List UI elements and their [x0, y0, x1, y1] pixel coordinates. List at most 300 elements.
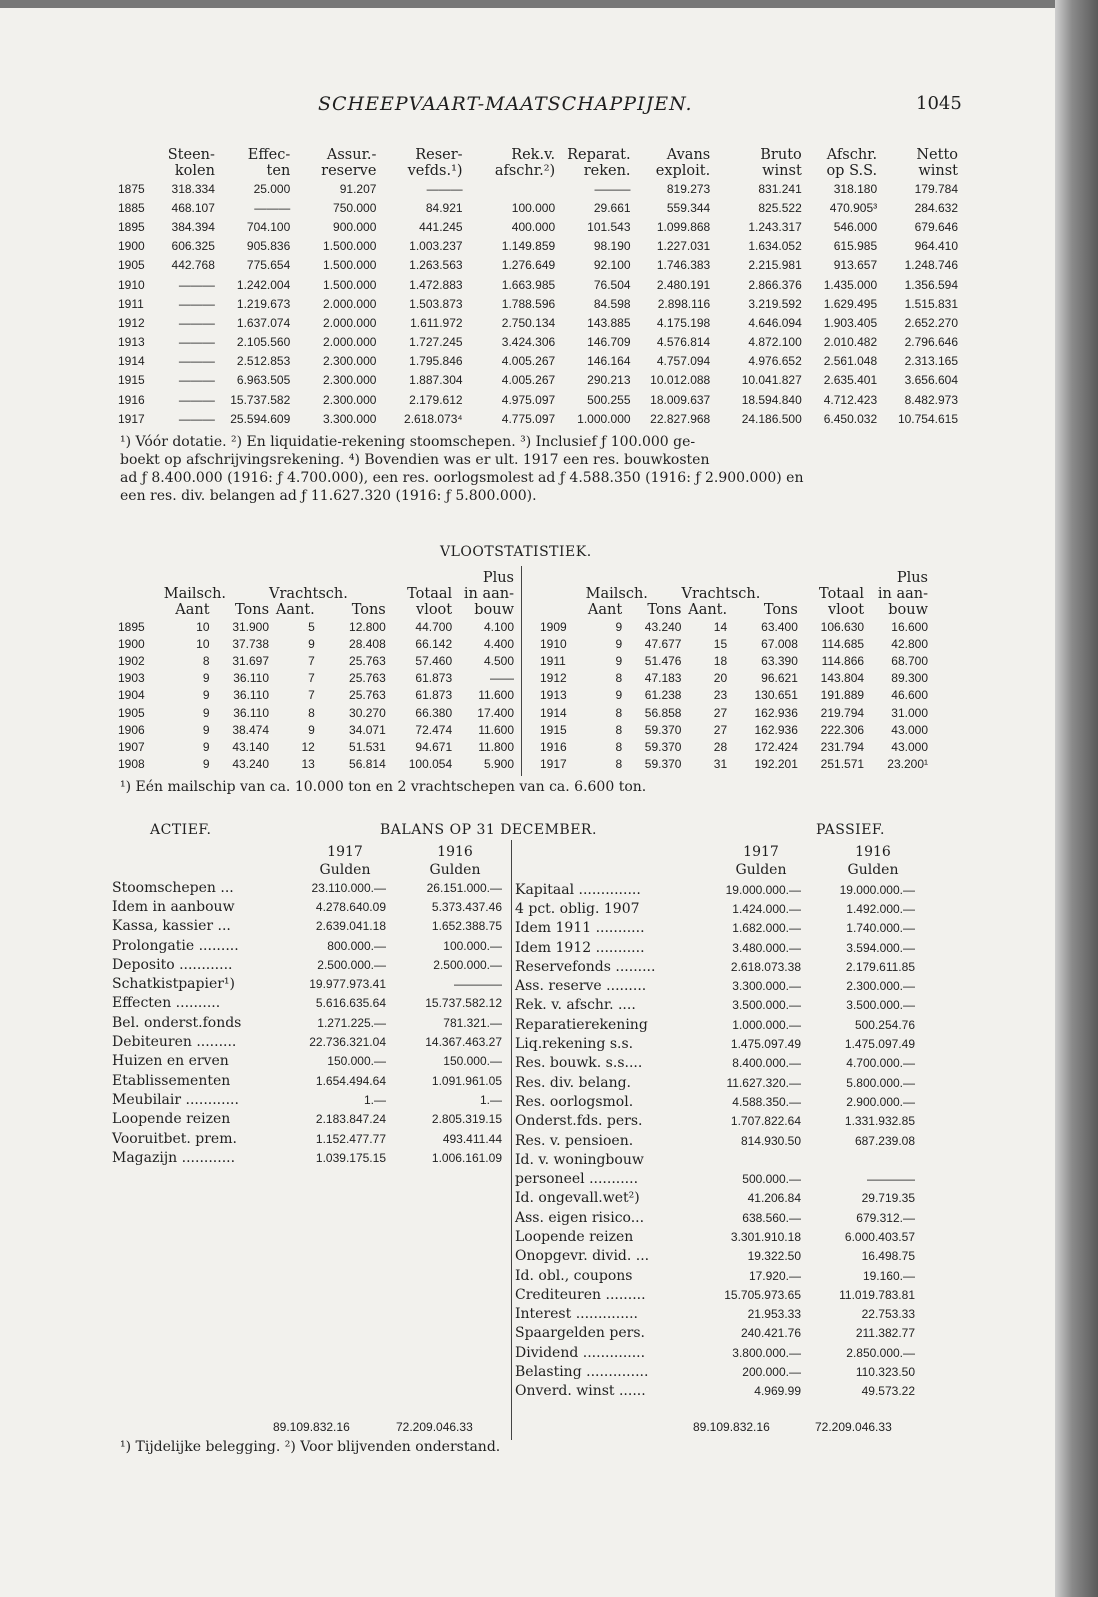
balance-value-1917: 19.000.000.—	[725, 882, 801, 897]
actief-total-1916: 72.209.046.33	[396, 1420, 473, 1434]
value-cell: 2.561.048	[823, 354, 878, 369]
balance-value-1916: 49.573.22	[861, 1384, 915, 1399]
value-cell: 96.621	[761, 671, 798, 686]
balance-item-label: Prolongatie .........	[112, 937, 239, 954]
column-header-line: reserve	[321, 163, 377, 179]
column-header-line: vefds.¹)	[407, 163, 463, 179]
value-cell: 10	[196, 636, 210, 651]
fleet-header-cell: Tons	[763, 602, 798, 618]
year-cell: 1903	[118, 671, 145, 686]
value-cell: 29.661	[593, 200, 631, 215]
balance-value-1917: 1.654.494.64	[315, 1073, 386, 1088]
value-cell: 43.000	[891, 722, 928, 737]
value-cell: 8	[308, 705, 315, 720]
value-cell: 2.898.116	[657, 296, 711, 311]
fleet-header-row	[540, 586, 928, 602]
value-cell: 8	[615, 739, 623, 754]
value-cell: 4.005.267	[501, 373, 556, 388]
table-row	[540, 618, 928, 635]
value-cell: 3.424.306	[501, 335, 556, 350]
value-cell: 284.632	[914, 200, 958, 215]
value-cell: 441.245	[419, 219, 463, 234]
balance-item-label: Etablissementen	[112, 1072, 231, 1089]
value-cell: ———	[178, 335, 215, 350]
value-cell: 4.757.094	[656, 354, 711, 369]
value-cell: 2.635.401	[823, 373, 878, 388]
balance-value-1916: ————	[454, 977, 502, 992]
value-cell: 2.215.981	[748, 258, 802, 273]
value-cell: 2.866.376	[748, 277, 802, 292]
fleet-header-cell	[798, 570, 864, 586]
balance-value-1916: 19.160.—	[862, 1268, 915, 1283]
fleet-header-cell	[586, 570, 623, 586]
fleet-header-cell	[622, 570, 681, 586]
balance-row	[515, 1362, 915, 1381]
balance-value-1917: 17.920.—	[748, 1268, 801, 1283]
table-row	[118, 618, 514, 635]
value-cell: ———	[178, 296, 215, 311]
fleet-header-cell	[118, 586, 164, 602]
value-cell: 9	[615, 688, 623, 703]
value-cell: 42.800	[891, 636, 928, 651]
table-row	[118, 738, 514, 755]
value-cell: 43.000	[891, 739, 928, 754]
value-cell: 8.482.973	[904, 392, 958, 407]
passief-total-1917: 89.109.832.16	[693, 1420, 770, 1434]
value-cell: 1.788.596	[501, 296, 556, 311]
balance-row	[515, 1054, 915, 1073]
value-cell: 2.300.000	[323, 373, 377, 388]
year-cell: 1915	[118, 373, 145, 388]
value-cell: 3.656.604	[904, 373, 958, 388]
balance-row	[112, 878, 502, 897]
value-cell: 8	[615, 757, 623, 772]
balance-row	[112, 917, 502, 936]
balance-value-1916: 3.594.000.—	[846, 940, 915, 955]
balance-value-1917: 21.953.33	[747, 1307, 801, 1322]
table-row	[118, 652, 514, 669]
balance-value-1916: 16.498.75	[861, 1249, 915, 1264]
value-cell: 8	[615, 722, 623, 737]
value-cell: 1.472.883	[409, 277, 463, 292]
balance-value-1916: 110.323.50	[855, 1365, 915, 1380]
value-cell: 17.400	[477, 705, 514, 720]
value-cell: 1.637.074	[236, 315, 291, 330]
value-cell: 11.800	[478, 739, 514, 754]
balance-value-1916: 29.719.35	[861, 1191, 915, 1206]
value-cell: 114.866	[821, 653, 865, 668]
balance-value-1917: 1.—	[363, 1092, 386, 1107]
balance-row	[515, 938, 915, 957]
balance-value-1916: 150.000.—	[443, 1054, 502, 1069]
year-cell: 1909	[540, 619, 567, 634]
financial-results-table	[118, 147, 958, 428]
balance-item-label: Res. div. belang.	[515, 1074, 631, 1091]
balance-item-label: Idem 1912 ...........	[515, 939, 645, 956]
year-cell: 1910	[540, 636, 567, 651]
balance-item-label: Interest ..............	[515, 1306, 638, 1323]
value-cell: 63.400	[761, 619, 798, 634]
value-cell: 38.474	[232, 722, 270, 737]
year-cell: 1875	[118, 181, 145, 196]
value-cell: 25.594.609	[230, 411, 291, 426]
balance-value-1917: 19.977.973.41	[309, 977, 386, 992]
column-header-line: afschr.²)	[494, 163, 556, 179]
value-cell: 11.600	[478, 722, 514, 737]
value-cell: 47.183	[644, 671, 682, 686]
value-cell: 76.504	[593, 277, 631, 292]
column-header	[161, 147, 215, 179]
value-cell: 1.629.495	[823, 296, 878, 311]
column-header-line: Afschr.	[826, 147, 878, 163]
actief-total-1917: 89.109.832.16	[273, 1420, 350, 1434]
value-cell: 4.005.267	[501, 354, 556, 369]
value-cell: 606.325	[171, 239, 215, 254]
year-cell: 1916	[540, 739, 567, 754]
balance-value-1916: 15.737.582.12	[425, 996, 502, 1011]
column-header	[631, 147, 711, 179]
value-cell: 290.213	[587, 373, 631, 388]
balance-value-1917: 814.930.50	[740, 1133, 801, 1148]
value-cell: 470.905³	[829, 200, 878, 215]
value-cell: 1.795.846	[409, 354, 463, 369]
fleet-header-cell	[386, 570, 452, 586]
table-row	[118, 198, 958, 217]
value-cell: 192.201	[754, 757, 798, 772]
column-header-line: reken.	[583, 163, 631, 179]
value-cell: 59.370	[644, 757, 682, 772]
fleet-header-cell: Tons	[647, 602, 682, 618]
balance-value-1917: 1.682.000.—	[732, 921, 801, 936]
balance-value-1917: 5.616.635.64	[315, 996, 386, 1011]
value-cell: 114.685	[821, 636, 865, 651]
column-header	[463, 147, 556, 179]
value-cell: 31.697	[232, 653, 270, 668]
fleet-header-cell	[210, 570, 270, 586]
balance-row	[515, 1131, 915, 1150]
value-cell: 1.000.000	[577, 411, 631, 426]
value-cell: 2.300.000	[323, 392, 377, 407]
balance-item-label: Res. v. pensioen.	[515, 1132, 634, 1149]
value-cell: 384.394	[171, 219, 215, 234]
table-row	[118, 352, 958, 371]
balance-value-1917: 3.300.000.—	[732, 979, 801, 994]
column-header-line: winst	[918, 163, 958, 179]
year-cell: 1911	[118, 296, 144, 311]
table-row	[540, 704, 928, 721]
balance-value-1917: 2.183.847.24	[315, 1112, 386, 1127]
balance-value-1917: 3.800.000.—	[732, 1345, 801, 1360]
column-header	[877, 147, 958, 179]
balance-item-label: Debiteuren .........	[112, 1034, 237, 1051]
value-cell: 84.921	[425, 200, 463, 215]
year-cell: 1904	[118, 688, 145, 703]
balance-item-label: 4 pct. oblig. 1907	[515, 900, 640, 917]
balance-value-1917: 2.639.041.18	[315, 919, 386, 934]
value-cell: 172.424	[754, 739, 798, 754]
value-cell: 546.000	[833, 219, 878, 234]
balance-value-1916: ————	[867, 1172, 915, 1187]
column-header-line: op S.S.	[826, 163, 878, 179]
value-cell: 1.727.245	[409, 335, 463, 350]
balance-value-1916: 2.500.000.—	[433, 957, 502, 972]
fleet-header-cell	[540, 570, 586, 586]
fleet-header-cell: Plus	[896, 570, 928, 586]
value-cell: 7	[308, 653, 315, 668]
financial-footnotes	[120, 433, 960, 505]
balance-value-1916: 26.151.000.—	[426, 880, 502, 895]
balance-value-1916: 500.254.76	[854, 1017, 915, 1032]
table-row	[118, 179, 958, 198]
balance-value-1917: 3.480.000.—	[732, 940, 801, 955]
balance-item-label: Effecten ..........	[112, 995, 221, 1012]
fleet-header-cell	[727, 570, 798, 586]
balance-row	[515, 1092, 915, 1111]
fleet-header-cell	[118, 570, 164, 586]
fleet-table-left	[118, 570, 514, 773]
value-cell: 1.356.594	[904, 277, 958, 292]
value-cell: 9	[202, 739, 210, 754]
balance-divider	[511, 840, 512, 1440]
balance-value-1916: 19.000.000.—	[839, 882, 915, 897]
balance-value-1916: 22.753.33	[861, 1307, 915, 1322]
value-cell: 56.814	[349, 757, 386, 772]
balance-item-label: Rek. v. afschr. ....	[515, 997, 636, 1014]
value-cell: 1.099.868	[656, 219, 711, 234]
table-row	[118, 294, 958, 313]
balance-item-label: Ass. eigen risico...	[515, 1209, 645, 1226]
balance-value-1916: 2.900.000.—	[846, 1094, 915, 1109]
balance-row	[112, 1129, 502, 1148]
balance-value-1916: 1.—	[479, 1092, 502, 1107]
balance-value-1917: 150.000.—	[327, 1054, 386, 1069]
balance-value-1916: 1.475.097.49	[844, 1037, 915, 1052]
value-cell: 1.227.031	[656, 239, 711, 254]
balance-row	[112, 974, 502, 993]
table-row	[118, 256, 958, 275]
value-cell: 1.500.000	[323, 258, 377, 273]
table-row	[540, 670, 928, 687]
balance-row	[112, 1052, 502, 1071]
value-cell: 89.300	[891, 671, 928, 686]
value-cell: 819.273	[666, 181, 711, 196]
value-cell: 2.179.612	[409, 392, 463, 407]
value-cell: 559.344	[666, 200, 711, 215]
value-cell: 500.255	[587, 392, 631, 407]
balance-value-1917: 23.110.000.—	[311, 880, 386, 895]
value-cell: 10.754.615	[897, 411, 958, 426]
balance-value-1916: 5.800.000.—	[846, 1075, 915, 1090]
value-cell: 18.009.637	[650, 392, 711, 407]
balance-item-label: Ass. reserve .........	[515, 978, 647, 995]
column-header	[215, 147, 290, 179]
value-cell: 106.630	[820, 619, 865, 634]
fleet-header-row	[118, 602, 514, 618]
value-cell: 14	[713, 619, 728, 634]
column-header-line: Reser-	[415, 147, 463, 163]
value-cell: 1.903.405	[823, 315, 878, 330]
balance-value-1916: 1.091.961.05	[431, 1073, 502, 1088]
value-cell: 1.276.649	[501, 258, 556, 273]
value-cell: 9	[615, 653, 623, 668]
table-row	[118, 721, 514, 738]
fleet-header-row	[118, 586, 514, 602]
balance-row	[515, 919, 915, 938]
value-cell: 15	[713, 636, 728, 651]
balance-value-1917: 1.000.000.—	[732, 1017, 801, 1032]
table-row	[540, 738, 928, 755]
value-cell: 4.400	[483, 636, 514, 651]
value-cell: 7	[308, 688, 315, 703]
table-row	[118, 756, 514, 773]
balance-item-label: Onopgevr. divid. ...	[515, 1248, 650, 1265]
balance-item-label: Bel. onderst.fonds	[112, 1014, 242, 1031]
value-cell: 964.410	[914, 239, 958, 254]
column-header	[555, 147, 630, 179]
value-cell: 8	[615, 671, 623, 686]
value-cell: 2.313.165	[904, 354, 958, 369]
table-row	[118, 275, 958, 294]
balance-item-label: Dividend ..............	[515, 1344, 646, 1361]
value-cell: 16.600	[891, 619, 928, 634]
year-cell: 1911	[540, 653, 566, 668]
value-cell: 9	[202, 671, 210, 686]
value-cell: 179.784	[914, 181, 958, 196]
value-cell: 100.000	[511, 200, 556, 215]
value-cell: 1.248.746	[904, 258, 958, 273]
value-cell: 100.054	[408, 757, 453, 772]
balance-row	[515, 957, 915, 976]
value-cell: 231.794	[820, 739, 865, 754]
table-row	[540, 635, 928, 652]
value-cell: 146.164	[587, 354, 631, 369]
page-top-edge	[0, 0, 1098, 8]
fleet-header-cell: in aan-	[877, 586, 928, 602]
value-cell: 61.873	[415, 671, 453, 686]
value-cell: 2.512.853	[236, 354, 291, 369]
balance-value-1916: 2.805.319.15	[431, 1112, 502, 1127]
value-cell: 191.889	[820, 688, 865, 703]
value-cell: 4.775.097	[501, 411, 556, 426]
balance-item-label: Huizen en erven	[112, 1053, 229, 1070]
balance-value-1916: 1.740.000.—	[846, 921, 915, 936]
value-cell: 900.000	[333, 219, 377, 234]
balance-item-label: Crediteuren .........	[515, 1286, 646, 1303]
value-cell: 34.071	[349, 722, 386, 737]
year-cell: 1916	[118, 392, 145, 407]
footnote-line: ¹) Vóór dotatie. ²) En liquidatie-rekening stoomschepen. ³) Inclusief ƒ 100.000 ge-	[120, 434, 696, 450]
table-row	[118, 704, 514, 721]
value-cell: 2.750.134	[501, 315, 556, 330]
balance-item-label: Id. obl., coupons	[515, 1267, 633, 1284]
value-cell: ———	[178, 392, 215, 407]
value-cell: 2.300.000	[323, 354, 377, 369]
fleet-header-cell: Mailsch.	[585, 586, 648, 602]
fleet-header-cell: Totaal	[819, 586, 865, 602]
balance-value-1916: 6.000.403.57	[844, 1229, 915, 1244]
balance-item-label: Stoomschepen ...	[112, 879, 234, 896]
value-cell: 36.110	[233, 688, 270, 703]
balance-item-label: Id. v. woningbouw	[515, 1151, 644, 1168]
value-cell: 20	[713, 671, 728, 686]
year-cell: 1902	[118, 653, 145, 668]
balance-item-label: Reparatierekening	[515, 1016, 648, 1033]
value-cell: 51.531	[349, 739, 386, 754]
balance-item-label: Kapitaal ..............	[515, 881, 641, 898]
balance-row	[112, 936, 502, 955]
value-cell: ———	[178, 277, 215, 292]
year-cell: 1900	[118, 636, 145, 651]
value-cell: 37.738	[232, 636, 270, 651]
balance-item-label: Loopende reizen	[112, 1111, 231, 1128]
column-header-line: Bruto	[760, 147, 802, 163]
balance-row	[515, 1382, 915, 1401]
balance-value-1917: 200.000.—	[742, 1365, 801, 1380]
balance-value-1917: 1.271.225.—	[317, 1015, 386, 1030]
column-header-line: Assur.-	[326, 147, 377, 163]
year-cell: 1900	[118, 239, 145, 254]
fleet-header-cell: Tons	[351, 602, 386, 618]
fleet-header-row	[118, 570, 514, 586]
balance-row	[515, 1189, 915, 1208]
balance-value-1916: 1.331.932.85	[844, 1114, 915, 1129]
value-cell: 775.654	[246, 258, 291, 273]
balance-value-1916: 1.652.388.75	[431, 919, 502, 934]
value-cell: 1.887.304	[409, 373, 463, 388]
balance-row	[112, 1032, 502, 1051]
balance-value-1917: 1.424.000.—	[732, 901, 801, 916]
balance-value-1917: 800.000.—	[327, 938, 386, 953]
value-cell: 400.000	[511, 219, 556, 234]
balance-row	[515, 1208, 915, 1227]
value-cell: 219.794	[820, 705, 865, 720]
balance-item-label: Kassa, kassier ...	[112, 918, 231, 935]
value-cell: 1.611.972	[410, 315, 463, 330]
value-cell: 9	[308, 722, 315, 737]
value-cell: 1.500.000	[323, 277, 377, 292]
value-cell: 1.243.317	[748, 219, 802, 234]
balance-item-label: Res. oorlogsmol.	[515, 1093, 634, 1110]
value-cell: 318.180	[833, 181, 878, 196]
value-cell: 9	[202, 705, 210, 720]
value-cell: ———	[178, 315, 215, 330]
passief-col-1917: 1917 Gulden	[735, 844, 787, 878]
value-cell: 4.576.814	[656, 335, 711, 350]
value-cell: 5	[308, 619, 315, 634]
value-cell: 18.594.840	[741, 392, 802, 407]
table-row	[540, 687, 928, 704]
year-cell: 1917	[118, 411, 145, 426]
passief-total-1916: 72.209.046.33	[815, 1420, 892, 1434]
balance-value-1916: 493.411.44	[442, 1131, 502, 1146]
fleet-header-cell	[540, 586, 586, 602]
value-cell: 1.263.563	[409, 258, 463, 273]
balance-value-1917: 240.421.76	[740, 1326, 801, 1341]
balance-value-1916: 2.850.000.—	[846, 1345, 915, 1360]
value-cell: 9	[615, 619, 623, 634]
passief-heading: PASSIEF.	[816, 822, 885, 838]
balance-item-label: personeel ...........	[515, 1171, 639, 1188]
value-cell: 11.600	[478, 688, 514, 703]
year-cell: 1915	[540, 722, 567, 737]
year-cell: 1914	[540, 705, 567, 720]
footnote-line: een res. div. belangen ad ƒ 11.627.320 (1916: ƒ 5.800.000).	[120, 488, 537, 504]
value-cell: 2.000.000	[323, 315, 377, 330]
value-cell: 61.873	[415, 688, 453, 703]
balance-value-1917: 4.969.99	[754, 1384, 801, 1399]
value-cell: 6.450.032	[823, 411, 878, 426]
value-cell: 2.000.000	[323, 296, 377, 311]
